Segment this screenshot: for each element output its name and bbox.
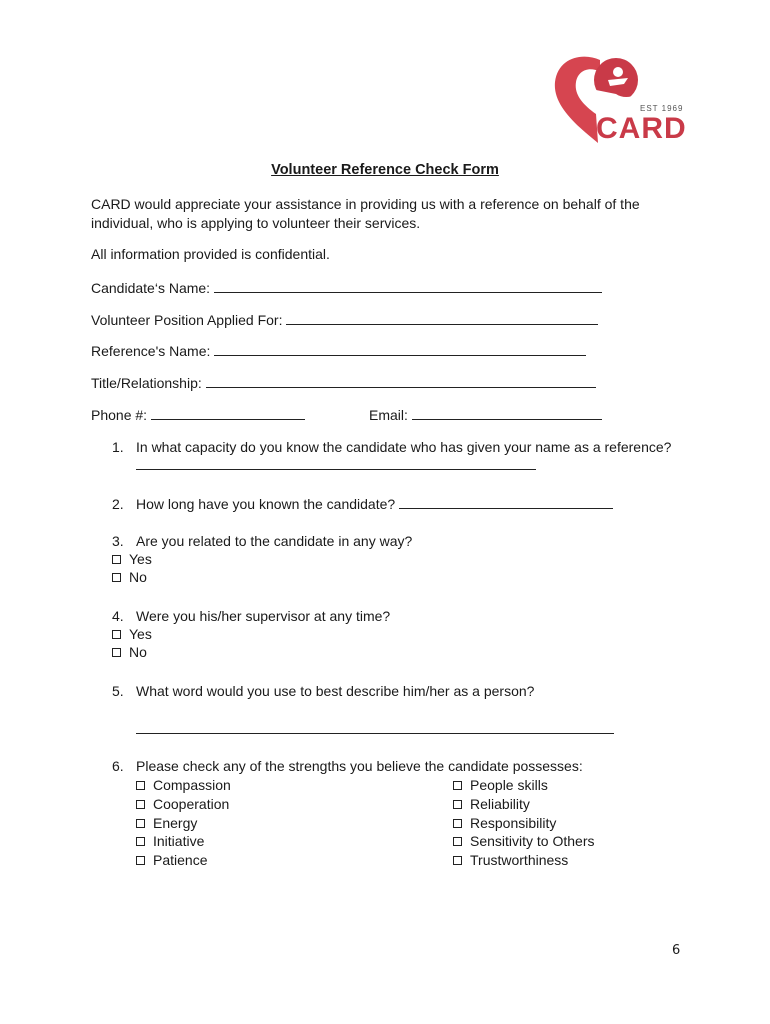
q3-option-label: Yes [129, 551, 152, 567]
intro-line-1: CARD would appreciate your assistance in providing us with a reference on behalf of the [91, 196, 640, 212]
strength-label: Trustworthiness [470, 852, 569, 868]
confidential-note: All information provided is confidential. [91, 246, 330, 262]
q2-number: 2. [112, 496, 124, 512]
reference-name-label: Reference's Name: [91, 343, 211, 359]
logo-wordmark: CARD [596, 112, 687, 145]
checkbox-icon[interactable] [136, 800, 145, 809]
q5-text: What word would you use to best describe him/her as a person? [136, 683, 535, 699]
q3-option-yes[interactable] [112, 549, 152, 569]
q4-option-label: Yes [129, 626, 152, 642]
strength-label: Cooperation [153, 796, 230, 812]
card-logo [552, 54, 687, 148]
strength-label: Energy [153, 815, 198, 831]
email-label: Email: [369, 407, 408, 423]
strength-patience[interactable] [136, 850, 207, 870]
q3-number: 3. [112, 533, 124, 549]
reference-name-row [91, 341, 586, 361]
q2-row [136, 494, 613, 514]
logo-est-text: EST 1969 [640, 104, 684, 113]
strength-responsibility[interactable] [453, 813, 556, 833]
title-relationship-label: Title/Relationship: [91, 375, 202, 391]
q5-number: 5. [112, 683, 124, 699]
q1-text: In what capacity do you know the candidate who has given your name as a reference? [136, 439, 672, 455]
position-label: Volunteer Position Applied For: [91, 312, 283, 328]
email-input[interactable] [412, 405, 602, 420]
checkbox-icon[interactable] [136, 819, 145, 828]
strength-label: People skills [470, 777, 548, 793]
strength-people-skills[interactable] [453, 775, 548, 795]
position-row [91, 310, 598, 330]
strength-initiative[interactable] [136, 831, 204, 851]
strength-reliability[interactable] [453, 794, 530, 814]
checkbox-icon[interactable] [112, 555, 121, 564]
strength-cooperation[interactable] [136, 794, 229, 814]
q3-text: Are you related to the candidate in any way? [136, 533, 413, 549]
q6-number: 6. [112, 758, 124, 774]
strength-label: Reliability [470, 796, 530, 812]
checkbox-icon[interactable] [136, 837, 145, 846]
title-relationship-input[interactable] [206, 373, 596, 388]
strength-compassion[interactable] [136, 775, 231, 795]
checkbox-icon[interactable] [112, 573, 121, 582]
checkbox-icon[interactable] [453, 819, 462, 828]
q6-text: Please check any of the strengths you believe the candidate possesses: [136, 758, 583, 774]
q3-option-no[interactable] [112, 567, 147, 587]
candidate-name-input[interactable] [214, 278, 602, 293]
strength-sensitivity[interactable] [453, 831, 595, 851]
title-relationship-row [91, 373, 596, 393]
checkbox-icon[interactable] [136, 781, 145, 790]
q4-option-yes[interactable] [112, 624, 152, 644]
reference-name-input[interactable] [214, 341, 586, 356]
checkbox-icon[interactable] [136, 856, 145, 865]
q1-number: 1. [112, 439, 124, 455]
q2-text: How long have you known the candidate? [136, 496, 396, 512]
strength-label: Sensitivity to Others [470, 833, 595, 849]
form-title: Volunteer Reference Check Form [271, 162, 499, 178]
strength-label: Patience [153, 852, 208, 868]
position-input[interactable] [286, 310, 598, 325]
page-number: 6 [672, 943, 681, 958]
intro-line-2: individual, who is applying to volunteer their services. [91, 215, 421, 231]
checkbox-icon[interactable] [453, 856, 462, 865]
candidate-name-row [91, 278, 602, 298]
checkbox-icon[interactable] [453, 837, 462, 846]
q3-option-label: No [129, 569, 147, 585]
checkbox-icon[interactable] [112, 648, 121, 657]
checkbox-icon[interactable] [112, 630, 121, 639]
strength-trustworthiness[interactable] [453, 850, 568, 870]
strength-label: Initiative [153, 833, 205, 849]
q4-number: 4. [112, 608, 124, 624]
candidate-name-label: Candidate‘s Name: [91, 280, 211, 296]
q4-option-label: No [129, 644, 147, 660]
strength-label: Responsibility [470, 815, 557, 831]
q1-answer-input[interactable] [136, 455, 536, 470]
phone-label: Phone #: [91, 407, 148, 423]
q4-text: Were you his/her supervisor at any time? [136, 608, 391, 624]
q5-answer-input[interactable] [136, 719, 614, 734]
email-row [369, 405, 602, 425]
q4-option-no[interactable] [112, 642, 147, 662]
strength-energy[interactable] [136, 813, 197, 833]
phone-row [91, 405, 305, 425]
checkbox-icon[interactable] [453, 800, 462, 809]
phone-input[interactable] [151, 405, 305, 420]
q2-answer-input[interactable] [399, 494, 613, 509]
strength-label: Compassion [153, 777, 231, 793]
checkbox-icon[interactable] [453, 781, 462, 790]
